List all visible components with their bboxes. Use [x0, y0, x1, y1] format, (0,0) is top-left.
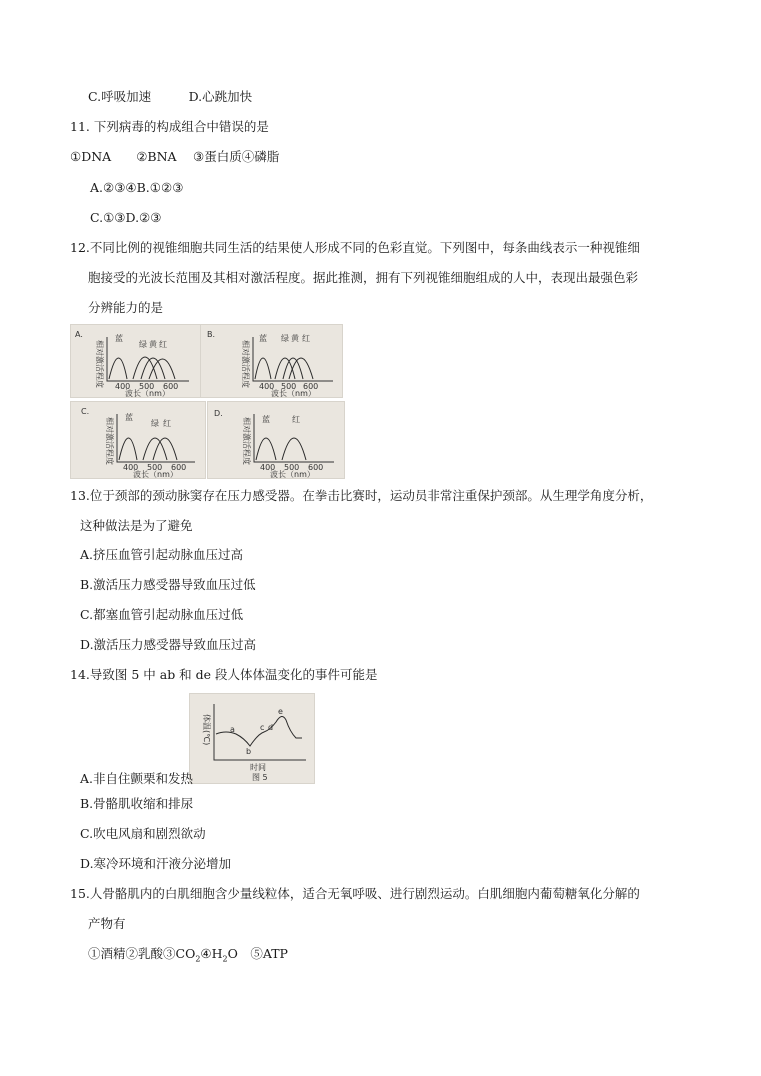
panel-letter: A. [75, 330, 83, 339]
q15-stem-line2: 产物有 [88, 916, 126, 931]
peak-label: 绿 [139, 340, 147, 349]
q15-items: ①酒精②乳酸$③CO_2④H_2O$ ⑤ATP [88, 946, 288, 964]
tick-label: 400 [259, 382, 275, 391]
y-axis-label: 体温(℃) [202, 714, 211, 746]
q13-option-c: C.都塞血管引起动脉血压过低 [80, 607, 244, 622]
tick-label: 500 [139, 382, 155, 391]
curve-blue [119, 438, 137, 460]
peak-label: 蓝 [115, 334, 123, 343]
q12-stem-line2: 胞接受的光波长范围及其相对激活程度。据此推测，拥有下列视锥细胞组成的人中，表现出最强色彩 [88, 270, 639, 285]
peak-label: 黄 [149, 340, 157, 349]
q15-stem-line1: 15.人骨骼肌内的白肌细胞含少量线粒体，适合无氧呼吸、进行剧烈运动。白肌细胞内葡萄糖氧化分解的 [70, 886, 640, 901]
curve-blue [109, 358, 127, 379]
temperature-curve [216, 716, 302, 746]
q13-option-b: B.激活压力感受器导致血压过低 [80, 577, 256, 592]
point-label: d [268, 723, 274, 732]
point-label: e [278, 707, 283, 716]
x-axis-label: 波长（nm） [270, 470, 315, 478]
panel-letter: B. [207, 330, 216, 339]
q14-option-b: B.骨骼肌收缩和排尿 [80, 796, 194, 811]
panel-letter: C. [81, 407, 90, 416]
q13-stem-line2: 这种做法是为了避免 [80, 518, 193, 533]
q13-option-d: D.激活压力感受器导致血压过高 [80, 637, 257, 652]
tick-label: 500 [281, 382, 297, 391]
peak-label: 绿 [151, 419, 159, 428]
q14-option-c: C.吹电风扇和剧烈欲动 [80, 826, 206, 841]
q14-option-d: D.寒冷环境和汗液分泌增加 [80, 856, 232, 871]
peak-label: 蓝 [262, 415, 270, 424]
x-axis-label: 波长（nm） [133, 470, 178, 478]
q11-stem: 11. 下列病毒的构成组合中错误的是 [70, 119, 269, 134]
q11-items: ①DNA ②BNA ③蛋白质④磷脂 [70, 149, 280, 164]
y-axis-label: 相对激活程度 [241, 340, 250, 388]
x-axis-label: 波长（nm） [271, 389, 316, 397]
figure-caption: 图 5 [252, 773, 268, 782]
tick-label: 600 [303, 382, 319, 391]
y-axis-label: 相对激活程度 [242, 417, 251, 465]
tick-label: 600 [171, 463, 187, 472]
peak-label: 红 [163, 419, 171, 428]
y-axis-label: 相对激活程度 [95, 340, 104, 388]
x-axis-label: 时间 [250, 763, 266, 772]
q12-figure-a [70, 324, 202, 398]
y-axis-label: 相对激活程度 [105, 417, 114, 465]
tick-label: 400 [115, 382, 131, 391]
curve-red [289, 358, 313, 379]
tick-label: 500 [284, 463, 300, 472]
q12-stem-line3: 分辨能力的是 [88, 300, 164, 315]
curve-blue [255, 358, 271, 379]
tick-label: 400 [260, 463, 276, 472]
tick-label: 600 [163, 382, 179, 391]
tick-label: 500 [147, 463, 163, 472]
q11-options-ab: A.②③④B.①②③ [90, 180, 184, 195]
point-label: b [246, 747, 252, 756]
peak-label: 红 [159, 340, 167, 349]
peak-label: 蓝 [125, 413, 133, 422]
curve-red [282, 438, 306, 460]
curve-blue [256, 438, 276, 460]
peak-label: 蓝 [259, 334, 267, 343]
q14-option-a: A.非自住颤栗和发热 [80, 771, 194, 786]
curve-green [143, 438, 167, 460]
point-label: a [230, 725, 235, 734]
q14-stem: 14.导致图 5 中 ab 和 de 段人体体温变化的事件可能是 [70, 667, 378, 682]
tick-label: 400 [123, 463, 139, 472]
q10-options-cd: C.呼吸加速 D.心跳加快 [88, 89, 253, 104]
tick-label: 600 [308, 463, 324, 472]
curve-red [153, 438, 177, 460]
q11-options-cd: C.①③D.②③ [90, 210, 162, 225]
point-label: c [260, 723, 265, 732]
peak-label: 红 [302, 334, 310, 343]
q12-figure-d [207, 401, 345, 479]
peak-label: 绿 [281, 334, 289, 343]
q13-stem-line1: 13.位于颈部的颈动脉窦存在压力感受器。在拳击比赛时，运动员非常注重保护颈部。从生理学角度分析， [70, 488, 653, 503]
peak-label: 黄 [291, 334, 299, 343]
q12-figure-c [70, 401, 206, 479]
q12-figure-b [200, 324, 343, 398]
peak-label: 红 [292, 415, 300, 424]
q14-figure-5 [189, 693, 315, 784]
q13-option-a: A.挤压血管引起动脉血压过高 [80, 547, 244, 562]
panel-letter: D. [214, 409, 223, 418]
x-axis-label: 波长（nm） [125, 389, 170, 397]
q12-stem-line1: 12.不同比例的视锥细胞共同生活的结果使人形成不同的色彩直觉。下列图中，每条曲线表示一种视锥细 [70, 240, 640, 255]
